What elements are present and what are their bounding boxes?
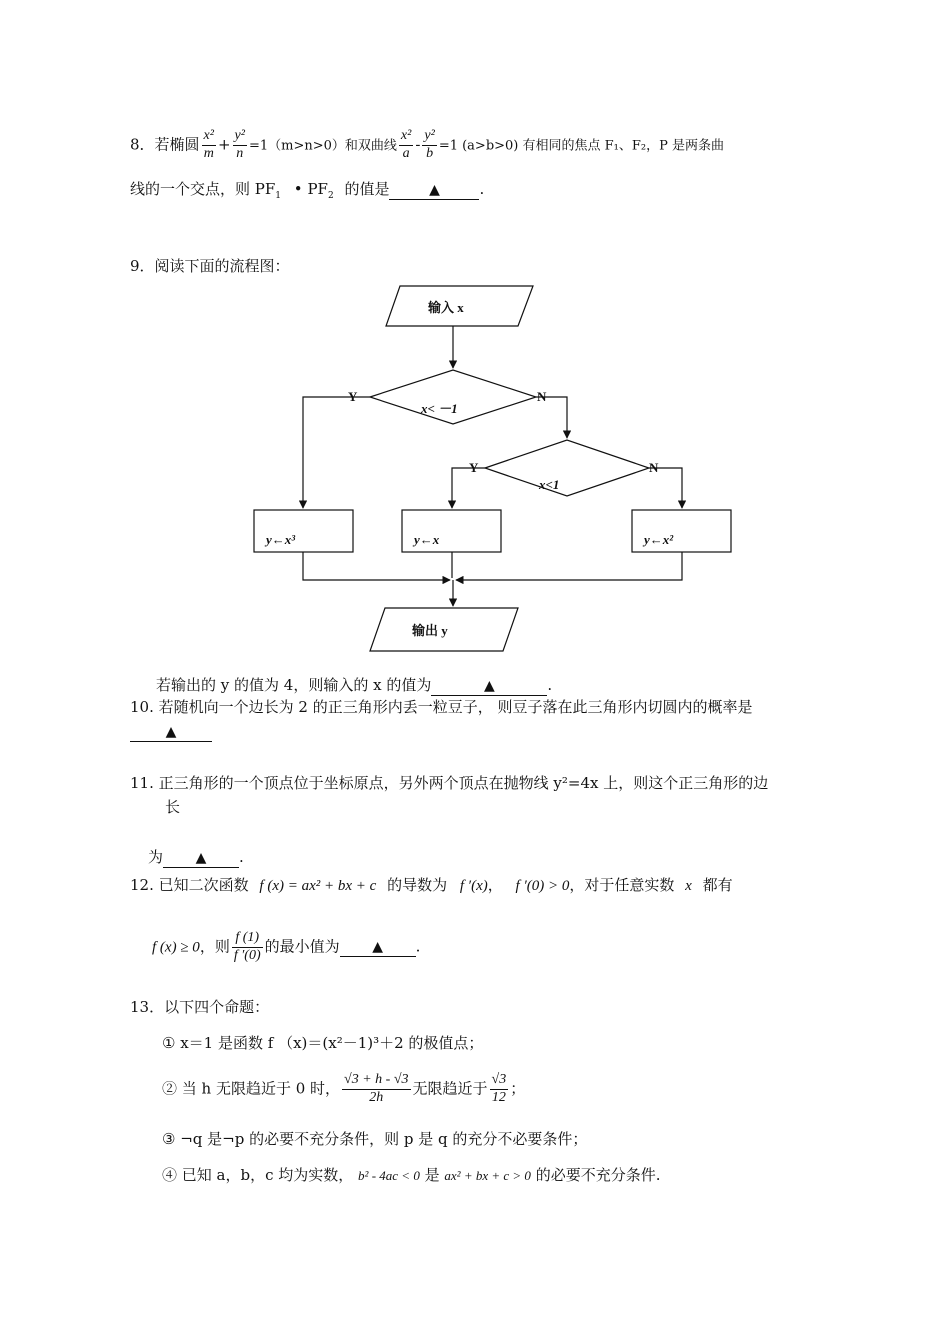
flow-output-label: 输出 y: [412, 623, 448, 638]
flow-input-label: 输入 x: [428, 300, 464, 315]
flowchart: [0, 280, 950, 680]
q10-text: 10. 若随机向一个边长为 2 的正三角形内丢一粒豆子， 则豆子落在此三角形内切圆内的概率是: [130, 698, 753, 716]
q13-title: 13．以下四个命题：: [130, 998, 270, 1016]
q13-prop-1: ① x＝1 是函数 f （x)＝(x²－1)³＋2 的极值点；: [162, 1034, 484, 1052]
q13-limit-fraction: $\frac{√3 + h - √3}{2h}$: [344, 1072, 409, 1105]
q8-number: 8．若椭圆: [130, 135, 200, 154]
answer-blank-q11[interactable]: ▲: [163, 848, 239, 868]
q11-text: 11. 正三角形的一个顶点位于坐标原点，另外两个顶点在抛物线 y²=4x 上，则这个正三角形的边: [130, 774, 769, 792]
answer-blank-q10[interactable]: ▲: [130, 722, 212, 742]
q9-question: 若输出的 y 的值为 4，则输入的 x 的值为 ▲ .: [156, 676, 553, 694]
flow-box-identity-label: y←x: [414, 532, 440, 547]
q8-frac-x2-a: $\frac{\text{x²}}{a}$: [400, 128, 412, 161]
flow-no-1: N: [537, 389, 547, 404]
q12-fraction: $\frac{f (1)}{f '(0)}$: [233, 930, 261, 963]
flow-box-cube-label: y←x³: [266, 532, 296, 547]
q13-prop-4: ④ 已知 a，b，c 均为实数， b² - 4ac < 0 是 ax² + bx + c > 0 的必要不充分条件.: [162, 1166, 661, 1184]
q9-title: 9．阅读下面的流程图：: [130, 257, 290, 275]
q13-limit-value: $\frac{√3}{12}$: [491, 1072, 507, 1105]
q8-line1: 8．若椭圆 $\frac{\text{x²}}{m}$ + $\frac{\text{y²}}{n}$ =1（m>n>0）和双曲线 $\frac{\text{x²}}{a}$ - $\frac{\text{y²}}{b}$ =1 (a>b>0) 有相同的焦点 F₁、F₂，P 是两条曲: [130, 128, 724, 161]
q8-line2: 线的一个交点，则 $PF_1$ • $PF_2$ 的值是 ▲ .: [130, 180, 485, 201]
q8-frac-x2-m: $\frac{\text{x²}}{m}$: [203, 128, 214, 161]
q11-cont: 长: [165, 798, 181, 816]
q12-line1: 12. 已知二次函数 f (x) = ax² + bx + c 的导数为 f ′(x)， f ′(0) > 0，对于任意实数 x 都有: [130, 876, 733, 894]
q12-line2: f (x) ≥ 0，则 $\frac{f (1)}{f '(0)}$ 的最小值为 ▲ .: [152, 930, 421, 963]
flow-box-square-label: y←x²: [644, 532, 674, 547]
flow-cond-2-label: x<1: [539, 477, 560, 492]
q11-answer-line: 为 ▲ .: [148, 848, 244, 866]
flow-decision-2: [485, 440, 649, 496]
q8-frac-y2-b: $\frac{\text{y²}}{b}$: [424, 128, 435, 161]
answer-blank-q8[interactable]: ▲: [389, 180, 479, 200]
flow-cond-1-label: x< －1: [421, 401, 458, 416]
flow-yes-2: Y: [469, 460, 479, 475]
q10-answer-line: [130, 722, 212, 742]
answer-blank-q12[interactable]: ▲: [340, 937, 416, 957]
q13-prop-2: ② 当 h 无限趋近于 0 时， $\frac{√3 + h - √3}{2h}$ 无限趋近于 $\frac{√3}{12}$ ；: [162, 1072, 526, 1105]
answer-blank-q9[interactable]: ▲: [431, 676, 547, 696]
flow-no-2: N: [649, 460, 659, 475]
q8-frac-y2-n: $\frac{\text{y²}}{n}$: [234, 128, 245, 161]
q13-prop-3: ③ ¬q 是¬p 的必要不充分条件，则 p 是 q 的充分不必要条件；: [162, 1130, 588, 1148]
q12-function: f (x) = ax² + bx + c: [259, 878, 377, 894]
flow-yes-1: Y: [348, 389, 358, 404]
